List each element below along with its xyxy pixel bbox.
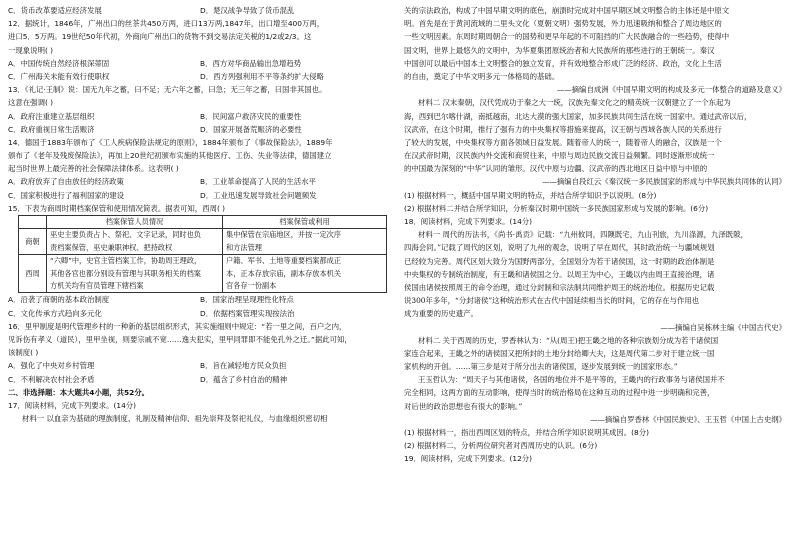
option-c: C．不利解决农村社会矛盾 bbox=[8, 374, 95, 384]
q13-options-row bbox=[8, 123, 392, 136]
q18-subquestion-2: (2) 根据材料二，分析两位研究者对西周历史的认识。(6分) bbox=[404, 441, 598, 451]
option-a: A．政府注重建立基层组织 bbox=[8, 111, 95, 121]
q17-subquestion-1: (1) 根据材料一，概括中国早期文明的特点，并结合所学知识予以说明。(8分) bbox=[404, 190, 657, 200]
table-header: 档案保管或利用 bbox=[223, 216, 387, 229]
q17-prompt: 17．阅读材料，完成下列要求。(14分) bbox=[8, 400, 137, 410]
option-a: A．强化了中央对乡村管理 bbox=[8, 361, 95, 371]
option-c: C．文化传承方式趋向多元化 bbox=[8, 308, 102, 318]
material-text: 在汉武帝时期，汉民族内外交流和商贸往来，中原与周边民族交流日益频繁。同时逐渐形成统一 bbox=[404, 151, 715, 161]
q16-options-row bbox=[8, 359, 392, 372]
material-text: 材料一 周代的历法书，《尚书·禹贡》记载：“九州攸同，四隩既宅，九山刊旅，九川涤源，九泽既陂， bbox=[418, 230, 748, 240]
material-text: 材料二 汉末秦朝，汉代凭成功于秦之大一统，汉族先秦文化之的精英统一汉朝建立了一个东起为 bbox=[418, 98, 731, 108]
table-cell: 集中保管在宗庙地区，并按一定次序 和方法管理 bbox=[223, 229, 387, 255]
material-text: 国文明，世界上最悠久的文明中，为华夏集团原统治者和大民族所的那些进行的王朝统一。秦汉 bbox=[404, 45, 715, 55]
q16-line: 见诉伤有孝义（道民），里甲坐视，则要宗戚不宽……逸夫犯实，里甲同罪即不能免孔外之迁。”据此可知， bbox=[8, 335, 352, 344]
q16-line: 16．里甲制度是明代管理乡村的一种新的基层组织形式，其实施细则中规定：“若一里之间，百户之内， bbox=[8, 321, 347, 331]
table-header: 档案保管人员情况 bbox=[47, 216, 223, 229]
material-text: 家连合起来，王畿之外的诸侯国又把所封的土地分封给卿大夫，这是周代第二步对于建立统一国 bbox=[404, 348, 715, 358]
option-d: D．依据档案管理实现按法治 bbox=[200, 308, 295, 318]
table-cell: “六卿”中，史官主管档案工作，协助周王理政， 其他各官也都分别设有管理与其职务相关的档案 方机关均有官员管理下辖档案 bbox=[47, 255, 223, 293]
table-cell: 户籍、军书、土地等重要档案都成正 本，正本存放宗庙，副本存放本机关 官各存一份副本 bbox=[223, 255, 387, 293]
q17-material-1: 材料一 以血亲为基础的理族制度、礼制及精神信仰、祖先崇拜及祭祀礼仪，与血缘组织密切相 bbox=[22, 414, 328, 424]
material-text: 了较大的发展，中央集权等方面各领域日益发展。随着帝人的统一，随着帝人的融合，汉族是一个 bbox=[404, 137, 722, 147]
q15-options-row bbox=[8, 293, 392, 306]
table-row bbox=[19, 255, 387, 293]
material-text: 的中国最为深刻的“中华”认同的雏形。汉代中原与边疆、汉武帝的西北地区日益中原与中原的 bbox=[404, 164, 708, 174]
q14-line: 颁布了《老年及残废保险法》，再加上20世纪初颁布实施的其他医疗、工伤、失业等法律，德国建立 bbox=[8, 151, 332, 161]
source-citation: ——摘编自段红云《秦汉统一多民族国家的形成与中华民族共同体的认同》 bbox=[542, 177, 786, 187]
table-period: 商朝 bbox=[19, 229, 47, 255]
material-text: 海，西到巴尔喀什湖，南抵越南，北达大漠的强大国家，加多民族共同生活在统一国家中。通过武帝以后， bbox=[404, 111, 752, 121]
option-c: C．广州海关未能有效行使职权 bbox=[8, 71, 110, 81]
option-d: D．西方列强利用不平等条约扩大侵略 bbox=[200, 71, 324, 81]
material-text: 四海会同。”记载了周代的区划，说明了九州的观念，说明了早在周代，其时政治统一与疆域规划 bbox=[404, 243, 715, 253]
material-text: 一些文明因素。东周时期周朝合一的国势和更早年起的不可阻挡的广大民族融合的一些趋势，使得中 bbox=[404, 32, 730, 42]
section-heading: 二、非选择题：本大题共4小题，共52分。 bbox=[8, 387, 150, 397]
table-row bbox=[19, 229, 387, 255]
q19-prompt: 19．阅读材料，完成下列要求。(12分) bbox=[404, 454, 533, 464]
option-c: C．政府重视日常生活赈济 bbox=[8, 124, 95, 134]
source-citation: ——摘编自吴栋林主编《中国古代史》 bbox=[660, 322, 786, 332]
material-text: 说300年多年，“分封诸侯”这种统治形式在古代中国延续相当长的时间，它的存在与作用也 bbox=[404, 296, 700, 306]
material-text: 材料二 关于西周的历史，罗香林认为：“从(周王)把王畿之地的各种宗族划分成为若干诸侯国 bbox=[418, 335, 719, 345]
option-a: A．沿袭了商朝的基本政治制度 bbox=[8, 295, 110, 305]
option-b: B．西方对华商品输出急增趋势 bbox=[200, 58, 302, 68]
q12-line: 一现象说明( ) bbox=[8, 45, 54, 55]
left-column bbox=[8, 4, 392, 425]
q12-options-row bbox=[8, 57, 392, 70]
option-d: D．国家开展备荒赈济的必要性 bbox=[200, 124, 302, 134]
q18-subquestion-1: (1) 根据材料一，指出西周区划的特点，并结合所学知识说明其成因。(8分) bbox=[404, 428, 650, 437]
q14-line: 起当时世界上最完善的社会保障法律体系。这表明( ) bbox=[8, 164, 179, 174]
q14-options-row bbox=[8, 175, 392, 188]
option-b: B．民间富户救济灾民的重要性 bbox=[200, 111, 302, 121]
q16-line: 该制度( ) bbox=[8, 348, 39, 358]
option-a: A．政府放弃了自由放任的经济政策 bbox=[8, 177, 124, 187]
material-text: 明。首先是在于黄河流域的二里头文化（夏朝文明）强势发展，外力迅速吸纳和整合了周边地区的 bbox=[404, 19, 722, 29]
q13-line: 13．《礼记·王制》说：国无九年之蓄，曰不足；无六年之蓄，曰急；无三年之蓄，曰国非其国也。 bbox=[8, 85, 327, 95]
q12-options-row bbox=[8, 70, 392, 83]
option-c: C．货币改革要适应经济发展 bbox=[8, 6, 102, 15]
material-text: 成为重要的历史遗产。 bbox=[404, 309, 478, 319]
option-c: C．国家积极进行了福利国家的建设 bbox=[8, 190, 125, 200]
material-text: 对后世的政治思想也有很大的影响。” bbox=[404, 401, 523, 411]
q12-line: 进口5．5万两。19世纪50年代初，外商向广州出口的货物不到交易法定关税的1/2或2/3。这 bbox=[8, 32, 312, 42]
q12-line: 12．据统计，1846年，广州出口的丝茶共450万两，进口13万两,1847年，出口增至400万两， bbox=[8, 19, 325, 29]
material-text: 中央集权的专制统治制度，有王畿和诸侯国之分。以周王为中心，王畿以内由周王直接治理，诸 bbox=[404, 269, 715, 279]
material-text: 侯国由诸侯按照周王的命令治理，通过分封制和宗法制共同维护周王的统治地位。根据历史记载 bbox=[404, 282, 715, 292]
q17-subquestion-2: (2) 根据材料二并结合所学知识，分析秦汉时期中国统一多民族国家形成与发展的影响。(6分) bbox=[404, 203, 709, 213]
table-period: 西周 bbox=[19, 255, 47, 293]
option-d: D．楚汉战争导致了货币混乱 bbox=[200, 6, 295, 15]
archive-table bbox=[18, 215, 387, 293]
table-cell: 巫史主要负责占卜、祭祀、文字记录，同时也负 责档案保管，巫史兼职神权、把持政权 bbox=[47, 229, 223, 255]
right-column bbox=[404, 4, 786, 466]
q14-line: 14．德国于1883年颁布了《工人疾病保险法规定的原则》，1884年颁布了《事故保险法》，1889年 bbox=[8, 137, 333, 147]
q14-options-row bbox=[8, 189, 392, 202]
option-b: B．工业革命提高了人民的生活水平 bbox=[200, 177, 316, 187]
q13-options-row bbox=[8, 110, 392, 123]
q11-options-cd bbox=[8, 4, 392, 17]
material-text: 中国创可以最后中国本土文明整合的独立发育，并有效地整合形成广泛的经济、政治，文化上生活 bbox=[404, 58, 722, 68]
option-b: B．旨在减轻地方民众负担 bbox=[200, 361, 287, 371]
option-d: D．工业迅速发展导致社会问题频发 bbox=[200, 190, 317, 200]
q16-options-row bbox=[8, 373, 392, 386]
material-text: 王玉哲认为：“周天子与其他诸侯，各国的地位并不是平等的，王畿内的行政事务与诸侯国并不 bbox=[418, 375, 725, 385]
q15-options-row bbox=[8, 307, 392, 320]
q13-line: 这意在强调( ) bbox=[8, 98, 54, 108]
q15-intro: 15．下表为商周时期档案保管和使用情况简表。据表可知，西周( ) bbox=[8, 203, 226, 213]
table-header-row bbox=[19, 216, 387, 229]
option-b: B．国家治理呈现理性化特点 bbox=[200, 295, 294, 305]
material-text: 关的宗法政治，构成了中国早期文明的底色，崩溃时完成对中国早期区域文明整合的主体还是中原文 bbox=[404, 6, 730, 15]
option-a: A．中国传统自然经济根深蒂固 bbox=[8, 58, 110, 68]
q18-prompt: 18．阅读材料，完成下列要求。(14分) bbox=[404, 217, 533, 226]
material-text: 完全相同，这两方面的互动影响，使得当时的统治格局在这种互动的过程中进一步明确和完善， bbox=[404, 388, 715, 398]
option-d: D．蕴含了乡村自治的精神 bbox=[200, 374, 287, 384]
material-text: 家机构的开创。……第三步是对于所分出去的诸侯国，逐步发展到统一的国家形态。” bbox=[404, 362, 678, 372]
source-citation: ——摘编自成洲《中国早期文明的构成及多元一体整合的道路及意义》 bbox=[556, 85, 786, 95]
source-citation: ——摘编自罗香林《中国民族史》、王玉哲《中国上古史纲》 bbox=[590, 414, 786, 424]
material-text: 已经较为完善。周代区划大致分为国野两部分，全国划分为若干诸侯国，这一时期的政治体制是 bbox=[404, 256, 715, 266]
material-text: 的自由，奠定了中华文明多元一体格局的基础。 bbox=[404, 71, 560, 81]
material-text: 汉武帝，在这个时期，推行了强有力的中央集权等措施来提高，汉王朝与西域各族人民的关系进行 bbox=[404, 124, 722, 134]
